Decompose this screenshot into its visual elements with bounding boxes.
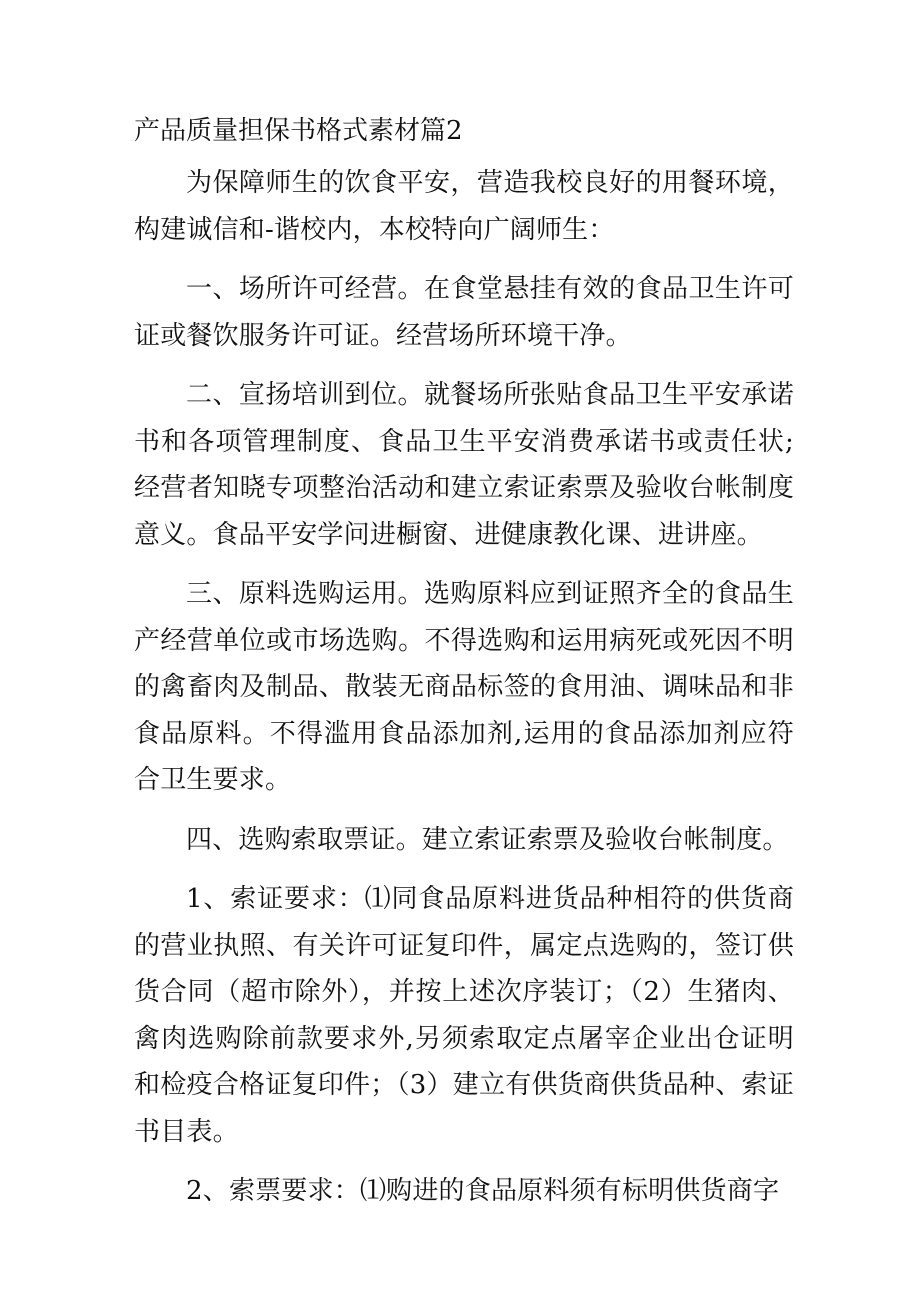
paragraph-invoice-requirements: 2、索票要求：⑴购进的食品原料须有标明供货商字 xyxy=(186,1176,780,1206)
paragraph-section-2: 二、宣扬培训到位。就餐场所张贴食品卫生平安承诺书和各项管理制度、食品卫生平安消费承诺书或责任状;经营者知晓专项整治活动和建立索证索票及验收台帐制度意义。食品平安学问进橱窗、进健康教化课、进讲座。 xyxy=(134,380,794,550)
paragraph-section-1: 一、场所许可经营。在食堂悬挂有效的食品卫生许可证或餐饮服务许可证。经营场所环境干净。 xyxy=(134,274,794,351)
paragraph-certificate-requirements: 1、索证要求：⑴同食品原料进货品种相符的供货商的营业执照、有关许可证复印件，属定点选购的，签订供货合同（超市除外），并按上述次序装订；（2）生猪肉、禽肉选购除前款要求外,另须索取定点屠宰企业出仓证明和检疫合格证复印件；（3）建立有供货商供货品种、索证书目表。 xyxy=(134,884,794,1147)
document-title: 产品质量担保书格式素材篇2 xyxy=(134,116,463,146)
paragraph-intro: 为保障师生的饮食平安，营造我校良好的用餐环境，构建诚信和-谐校内，本校特向广阔师生： xyxy=(134,168,794,245)
paragraph-section-3: 三、原料选购运用。选购原料应到证照齐全的食品生产经营单位或市场选购。不得选购和运用病死或死因不明的禽畜肉及制品、散装无商品标签的食用油、调味品和非食品原料。不得滥用食品添加剂,运用的食品添加剂应符合卫生要求。 xyxy=(134,579,794,795)
paragraph-section-4: 四、选购索取票证。建立索证索票及验收台帐制度。 xyxy=(186,824,789,855)
document-page xyxy=(134,110,794,1228)
